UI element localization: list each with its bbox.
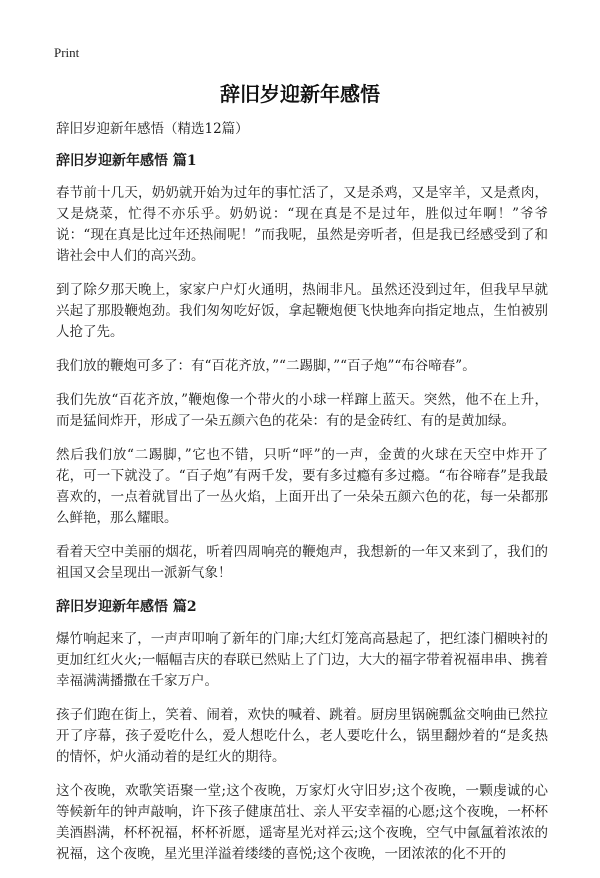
section-1 <box>56 151 548 584</box>
paragraph: 然后我们放“二踢脚，”它也不错，只听“呯”的一声，金黄的火球在天空中炸开了花，可一下就没了。“百子炮”有两千发，要有多过瘾有多过瘾。“布谷啼春”是我最喜欢的，一点着就冒出了一丛火焰，上面开出了一朵朵五颜六色的花，每一朵都那么鲜艳，那么耀眼。 <box>56 447 548 526</box>
section-2 <box>56 597 548 865</box>
paragraph: 我们放的鞭炮可多了：有“百花齐放，”“二踢脚，”“百子炮”“布谷啼春”。 <box>56 358 476 374</box>
paragraph: 爆竹响起来了，一声声叩响了新年的门扉;大红灯笼高高悬起了，把红漆门楣映衬的更加红红火火;一幅幅吉庆的春联已然贴上了门边，大大的福字带着祝福串串、携着幸福满满播撒在千家万户。 <box>56 631 548 689</box>
document-subtitle: 辞旧岁迎新年感悟（精选12篇） <box>56 121 249 137</box>
page-title: 辞旧岁迎新年感悟 <box>220 82 380 106</box>
section-title: 辞旧岁迎新年感悟 篇1 <box>56 153 197 169</box>
paragraph: 到了除夕那天晚上，家家户户灯火通明，热闹非凡。虽然还没到过年，但我早早就兴起了那股鞭炮劲。我们匆匆吃好饭，拿起鞭炮便飞快地奔向指定地点，生怕被别人抢了先。 <box>56 282 548 340</box>
section-title: 辞旧岁迎新年感悟 篇2 <box>56 599 197 615</box>
paragraph: 春节前十几天，奶奶就开始为过年的事忙活了，又是杀鸡，又是宰羊，又是煮肉，又是烧菜，忙得不亦乐乎。奶奶说：“现在真是不是过年，胜似过年啊！”爷爷说：“现在真是比过年还热闹呢！”而我呢，虽然是旁听者，但是我已经感受到了和谐社会中人们的高兴劲。 <box>56 185 548 264</box>
paragraph: 看着天空中美丽的烟花，听着四周响亮的鞭炮声，我想新的一年又来到了，我们的祖国又会呈现出一派新气象！ <box>56 544 548 581</box>
paragraph: 我们先放“百花齐放，”鞭炮像一个带火的小球一样蹿上蓝天。突然，他不在上升，而是猛间炸开，形成了一朵五颜六色的花朵：有的是金砖红、有的是黄加绿。 <box>56 392 548 429</box>
paragraph: 这个夜晚，欢歌笑语聚一堂;这个夜晚，万家灯火守旧岁;这个夜晚，一颗虔诚的心等候新年的钟声敲响，许下孩子健康茁壮、亲人平安幸福的心愿;这个夜晚，一杯杯美酒斟满，杯杯祝福，杯杯祈愿，遥寄星光对祥云;这个夜晚，空气中氤氲着浓浓的祝福，这个夜晚，星光里洋溢着缕缕的喜悦;这个夜晚，一团浓浓的化不开的 <box>56 783 548 862</box>
document-body <box>56 119 548 878</box>
print-link[interactable]: Print <box>54 45 80 60</box>
paragraph: 孩子们跑在街上，笑着、闹着，欢快的喊着、跳着。厨房里锅碗瓢盆交响曲已然拉开了序幕，孩子爱吃什么，爱人想吃什么，老人要吃什么，锅里翻炒着的“是炙热的情怀，炉火涌动着的是红火的期待。 <box>56 707 548 765</box>
